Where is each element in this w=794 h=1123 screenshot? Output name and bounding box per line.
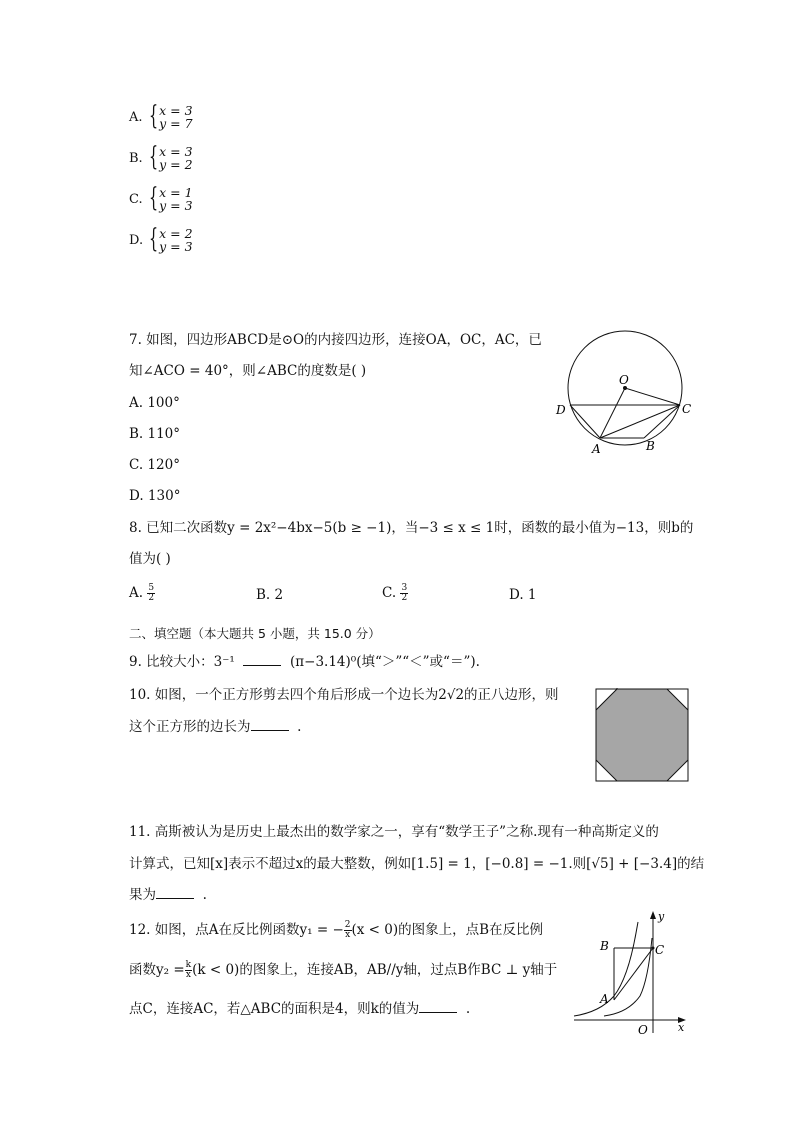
equation-system: { x = 3 y = 7 [149, 101, 193, 131]
q6-option-c[interactable] [129, 183, 193, 213]
equation-system: { x = 2 y = 3 [149, 224, 193, 254]
equation-system: { x = 3 y = 2 [149, 142, 193, 172]
q7-circle-figure [550, 320, 700, 460]
label-d: D [556, 403, 566, 417]
option-label: A. [129, 109, 143, 125]
q8-stem-line2: 值为( ) [129, 551, 171, 567]
q6-option-d[interactable] [129, 224, 193, 254]
q10-stem-line2: 这个正方形的边长为 . [129, 719, 302, 735]
section-heading: 二、填空题（本大题共 5 小题，共 15.0 分） [129, 626, 381, 641]
q8-stem-line1: 8. 已知二次函数y = 2x²−4bx−5(b ≥ −1)，当−3 ≤ x ≤ 1时，函数的最小值为−13，则b的 [129, 520, 694, 536]
q12-stem-line3: 点C，连接AC，若△ABC的面积是4，则k的值为 . [129, 1001, 471, 1017]
q7-option-b[interactable]: B. 110° [129, 426, 181, 442]
q12-stem-line2: 函数y₂ = $\frac{k}{x}$ (k < 0)的图象上，连接AB，AB//y轴，过点B作BC ⊥ y轴于 [129, 960, 558, 980]
q6-option-a[interactable] [129, 101, 193, 131]
fraction: $\frac{k}{x}$ [185, 960, 192, 980]
option-label: B. [129, 150, 143, 166]
answer-blank[interactable] [243, 653, 281, 666]
q7-option-d[interactable]: D. 130° [129, 488, 181, 504]
label-c: C [682, 402, 692, 416]
label-b: B [600, 939, 609, 953]
q11-stem-line2: 计算式，已知[x]表示不超过x的最大整数，例如[1.5] = 1，[−0.8] = −1.则[√5] + [−3.4]的结 [129, 856, 705, 872]
label-x: x [678, 1021, 685, 1034]
q7-option-a[interactable]: A. 100° [129, 395, 180, 411]
answer-blank[interactable] [156, 886, 194, 899]
label-c: C [655, 943, 665, 957]
q7-option-c[interactable]: C. 120° [129, 457, 180, 473]
fraction: $\frac{3}{2}$ [401, 583, 408, 603]
q11-stem-line1: 11. 高斯被认为是历史上最杰出的数学家之一，享有“数学王子”之称.现有一种高斯定义的 [129, 824, 659, 840]
answer-blank[interactable] [251, 718, 289, 731]
q10-stem-line1: 10. 如图，一个正方形剪去四个角后形成一个边长为2√2的正八边形，则 [129, 687, 559, 703]
fraction: $\frac{5}{2}$ [148, 583, 155, 603]
fraction: $\frac{2}{x}$ [344, 920, 351, 940]
option-label: D. [129, 232, 144, 248]
label-o: O [638, 1023, 648, 1037]
q6-option-b[interactable] [129, 142, 193, 172]
label-b: B [646, 439, 655, 453]
q7-stem-line2: 知∠ACO = 40°，则∠ABC的度数是( ) [129, 363, 367, 379]
label-a: A [600, 992, 609, 1006]
q8-option-a[interactable]: A. $\frac{5}{2}$ [129, 583, 155, 603]
q12-stem-line1: 12. 如图，点A在反比例函数y₁ = − $\frac{2}{x}$ (x < 0)的图象上，点B在反比例 [129, 920, 544, 940]
label-o: O [619, 373, 629, 387]
q8-option-d[interactable]: D. 1 [509, 587, 537, 603]
q8-option-c[interactable]: C. $\frac{3}{2}$ [382, 583, 408, 603]
q11-stem-line3: 果为 . [129, 887, 207, 903]
q7-stem-line1: 7. 如图，四边形ABCD是⊙O的内接四边形，连接OA，OC，AC，已 [129, 332, 542, 348]
option-label: C. [129, 191, 143, 207]
label-a: A [592, 442, 601, 456]
q9-stem: 9. 比较大小：3⁻¹ (π−3.14)⁰(填“＞”“＜”或“＝”). [129, 654, 480, 670]
label-y: y [658, 910, 665, 923]
answer-blank[interactable] [419, 1000, 457, 1013]
q12-function-figure [570, 908, 696, 1038]
q10-octagon-figure [595, 688, 689, 782]
q8-option-b[interactable]: B. 2 [256, 587, 284, 603]
equation-system: { x = 1 y = 3 [149, 183, 193, 213]
